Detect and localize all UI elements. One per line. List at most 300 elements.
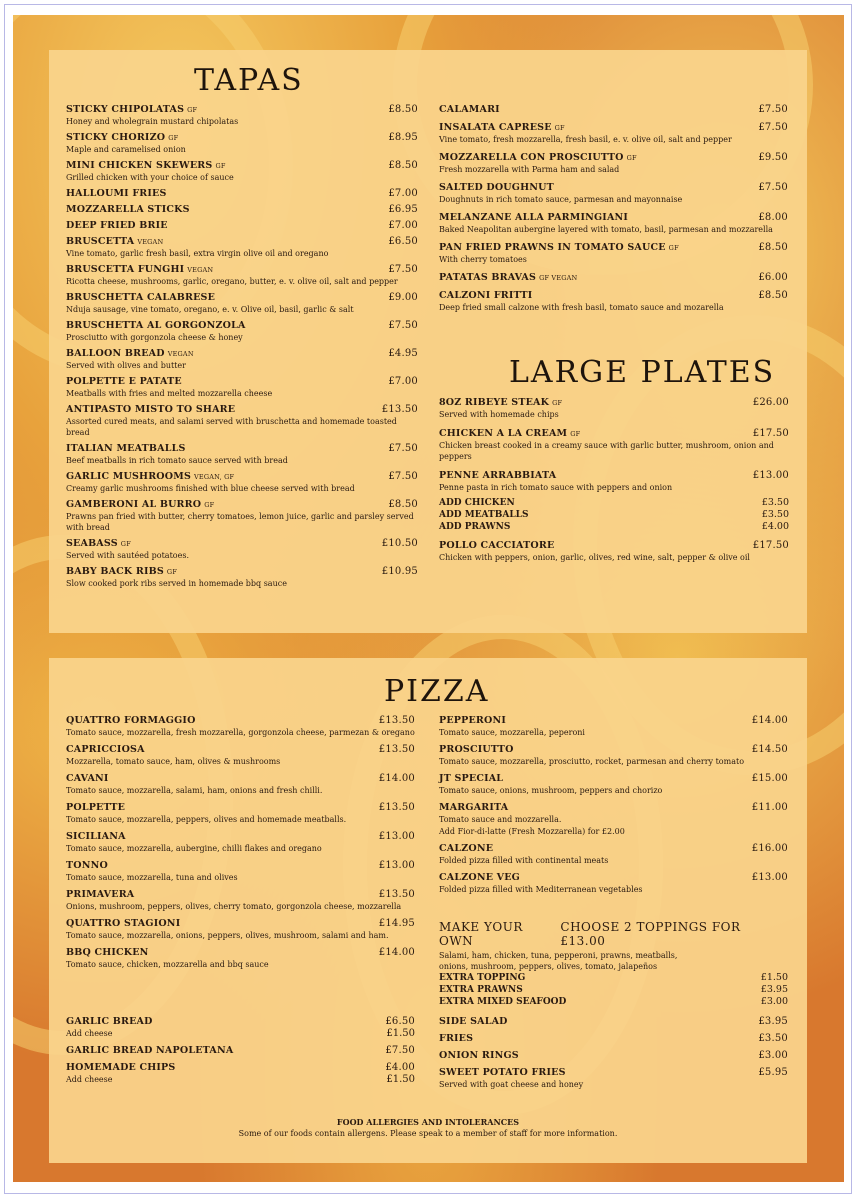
- menu-item-description: Tomato sauce, mozzarella, onions, peppers, olives, mushroom, salami and ham.: [66, 931, 389, 940]
- menu-item-name: MOZZARELLA STICKS: [66, 204, 190, 215]
- menu-item-name: BALLOON BREAD: [66, 348, 165, 359]
- menu-item-description: Prosciutto with gorgonzola cheese & honey: [66, 333, 243, 342]
- addon-row-price: £3.50: [761, 509, 789, 520]
- menu-item-row: [66, 860, 415, 871]
- addon-row-name: ADD PRAWNS: [439, 522, 511, 532]
- menu-item-description: Tomato sauce, mozzarella, salami, ham, onions and fresh chilli.: [66, 786, 323, 795]
- menu-item-description: Tomato sauce, onions, mushroom, peppers and chorizo: [439, 786, 663, 795]
- menu-item: [66, 860, 415, 883]
- menu-item: [439, 773, 788, 796]
- menu-item-description: Ricotta cheese, mushrooms, garlic, oregano, butter, e. v. olive oil, salt and pepper: [66, 277, 398, 286]
- menu-item-description: Tomato sauce and mozzarella.: [439, 815, 562, 824]
- menu-item-description: Doughnuts in rich tomato sauce, parmesan and mayonnaise: [439, 195, 683, 204]
- menu-item-row: [66, 204, 418, 215]
- menu-item-name-wrap: [439, 802, 508, 813]
- menu-item-price: £8.50: [388, 499, 418, 510]
- menu-item-name: SWEET POTATO FRIES: [439, 1067, 566, 1078]
- menu-item: [66, 538, 418, 561]
- menu-item-description: Tomato sauce, mozzarella, prosciutto, rocket, parmesan and cherry tomato: [439, 757, 745, 766]
- menu-item-description: Tomato sauce, mozzarella, fresh mozzarella, gorgonzola cheese, parmezan & oregano: [66, 728, 415, 737]
- menu-item-name-wrap: [66, 236, 163, 247]
- menu-item-name: SIDE SALAD: [439, 1016, 508, 1027]
- menu-item-name: MINI CHICKEN SKEWERS: [66, 160, 213, 171]
- extra-row-price: £1.50: [760, 972, 788, 983]
- menu-item-row: [439, 1050, 788, 1061]
- menu-item-price: £5.95: [758, 1067, 788, 1078]
- menu-item-description: Chicken breast cooked in a creamy sauce with garlic butter, mushroom, onion and peppers: [439, 441, 774, 461]
- menu-item-price: £9.00: [388, 292, 418, 303]
- menu-item-description: Beef meatballs in rich tomato sauce served with bread: [66, 456, 288, 465]
- menu-item-price: £6.50: [388, 236, 418, 247]
- make-your-own-block: [439, 920, 788, 1008]
- menu-item-row: [439, 272, 788, 283]
- menu-item-row: [439, 397, 789, 408]
- menu-item-row: [66, 471, 418, 482]
- side-addon-name: Add cheese: [66, 1029, 113, 1038]
- menu-item-row: [66, 264, 418, 275]
- menu-item-name-wrap: [66, 831, 126, 842]
- menu-item-description: Chicken with peppers, onion, garlic, olives, red wine, salt, pepper & olive oil: [439, 553, 750, 562]
- menu-item-description: Creamy garlic mushrooms finished with blue cheese served with bread: [66, 484, 355, 493]
- menu-item: [66, 236, 418, 259]
- addon-row-price: £4.00: [761, 521, 789, 532]
- menu-item-price: £13.50: [378, 889, 415, 900]
- menu-item-price: £13.00: [378, 831, 415, 842]
- menu-item-row: [66, 220, 418, 231]
- menu-item-price: £16.00: [751, 843, 788, 854]
- extra-row-price: £3.00: [760, 996, 788, 1007]
- menu-item-price: £13.50: [378, 802, 415, 813]
- menu-item-row: [66, 104, 418, 115]
- menu-item-price: £14.50: [751, 744, 788, 755]
- menu-item-name-wrap: [439, 843, 493, 854]
- menu-item-description: Served with homemade chips: [439, 410, 559, 419]
- addon-row-name: ADD MEATBALLS: [439, 510, 529, 520]
- menu-item-row: [439, 802, 788, 813]
- addon-row-name: ADD CHICKEN: [439, 498, 515, 508]
- menu-item-name: BRUSCETTA: [66, 236, 135, 247]
- menu-item-name: PRIMAVERA: [66, 889, 135, 900]
- menu-item-price: £13.00: [378, 860, 415, 871]
- sides-left-column: [66, 1016, 415, 1091]
- menu-item-name-wrap: [66, 104, 197, 115]
- menu-item-price: £7.50: [388, 471, 418, 482]
- menu-item: [439, 744, 788, 767]
- menu-item: [66, 889, 415, 912]
- menu-item-description: Fresh mozzarella with Parma ham and salad: [439, 165, 620, 174]
- menu-item-price: £7.00: [388, 220, 418, 231]
- menu-item-row: [66, 538, 418, 549]
- dietary-tag: VEGAN: [167, 350, 194, 358]
- large-plates-addons: [439, 497, 789, 533]
- menu-item-price: £13.50: [381, 404, 418, 415]
- menu-item-name: SEABASS: [66, 538, 118, 549]
- large-plates-title: LARGE PLATES: [509, 355, 776, 390]
- menu-item-name-wrap: [439, 122, 565, 133]
- make-your-own-toppings: [439, 950, 788, 972]
- menu-item: [66, 947, 415, 970]
- menu-item: [439, 1050, 788, 1061]
- menu-item-price: £15.00: [751, 773, 788, 784]
- menu-item-name: QUATTRO STAGIONI: [66, 918, 181, 929]
- dietary-tag: VEGAN, GF: [194, 473, 235, 481]
- menu-item-name-wrap: [66, 188, 167, 199]
- menu-item-name-wrap: [439, 744, 514, 755]
- menu-item: [66, 376, 418, 399]
- menu-item-name-wrap: [66, 744, 145, 755]
- side-addon: [66, 1028, 415, 1039]
- menu-item-description: Honey and wholegrain mustard chipolatas: [66, 117, 239, 126]
- menu-item-name-wrap: [66, 443, 186, 454]
- addon-row: [439, 521, 789, 533]
- menu-item-price: £3.00: [758, 1050, 788, 1061]
- menu-item: [439, 212, 788, 235]
- menu-item-description: Nduja sausage, vine tomato, oregano, e. v. Olive oil, basil, garlic & salt: [66, 305, 354, 314]
- menu-item-name: 8OZ RIBEYE STEAK: [439, 397, 550, 408]
- menu-item-name: GARLIC MUSHROOMS: [66, 471, 192, 482]
- menu-item: [66, 499, 418, 533]
- menu-item-row: [439, 1016, 788, 1027]
- menu-item-price: £7.50: [388, 264, 418, 275]
- menu-item-row: [439, 872, 788, 883]
- menu-item-name-wrap: [439, 872, 520, 883]
- menu-item-name-wrap: [66, 404, 235, 415]
- menu-item-row: [439, 1067, 788, 1078]
- menu-item-description: Mozzarella, tomato sauce, ham, olives & mushrooms: [66, 757, 281, 766]
- menu-item-name-wrap: [439, 1067, 566, 1078]
- menu-item-row: [439, 212, 788, 223]
- menu-item: [66, 292, 418, 315]
- menu-item-name: SALTED DOUGHNUT: [439, 182, 554, 193]
- menu-item-price: £7.50: [388, 443, 418, 454]
- menu-item-description: With cherry tomatoes: [439, 255, 527, 264]
- menu-item-name-wrap: [66, 773, 109, 784]
- sides-right-column: [439, 1016, 788, 1096]
- menu-item-description: Tomato sauce, chicken, mozzarella and bbq sauce: [66, 960, 269, 969]
- menu-item-price: £7.00: [388, 188, 418, 199]
- menu-item-name: SICILIANA: [66, 831, 126, 842]
- menu-item-description: Vine tomato, fresh mozzarella, fresh basil, e. v. olive oil, salt and pepper: [439, 135, 732, 144]
- menu-item-name: MARGARITA: [439, 802, 509, 813]
- menu-item-price: £17.50: [752, 540, 789, 551]
- menu-item-name-wrap: [66, 320, 246, 331]
- menu-item-name-wrap: [439, 152, 637, 163]
- menu-item: [439, 272, 788, 283]
- menu-item-name: PEPPERONI: [439, 715, 507, 726]
- menu-item-name: POLPETTE E PATATE: [66, 376, 182, 387]
- menu-item-row: [439, 428, 789, 439]
- menu-item-name: BRUSCHETTA CALABRESE: [66, 292, 216, 303]
- menu-item-description: Served with sautéed potatoes.: [66, 551, 189, 560]
- menu-item-name: STICKY CHORIZO: [66, 132, 166, 143]
- toppings-line-2: onions, mushroom, peppers, olives, tomato, jalapeños: [439, 962, 658, 971]
- menu-item-name: CALAMARI: [439, 104, 500, 115]
- menu-item-row: [66, 889, 415, 900]
- menu-item-description: Folded pizza filled with continental meats: [439, 856, 609, 865]
- menu-item-name: INSALATA CAPRESE: [439, 122, 552, 133]
- menu-item-name-wrap: [66, 264, 213, 275]
- pizza-title: PIZZA: [384, 674, 490, 709]
- menu-item-note: Add Fior-di-latte (Fresh Mozzarella) for £2.00: [439, 827, 625, 836]
- menu-item: [66, 160, 418, 183]
- menu-item-price: £8.50: [758, 242, 788, 253]
- menu-item: [66, 348, 418, 371]
- menu-item-row: [439, 122, 788, 133]
- menu-item: [439, 1016, 788, 1027]
- menu-item-name-wrap: [66, 499, 214, 510]
- side-item-price: £4.00: [385, 1062, 415, 1073]
- menu-item-name: POLPETTE: [66, 802, 126, 813]
- menu-item: [66, 264, 418, 287]
- menu-item-row: [66, 947, 415, 958]
- menu-item-row: [439, 715, 788, 726]
- dietary-tag: VEGAN: [187, 266, 214, 274]
- menu-item: [439, 843, 788, 866]
- menu-item: [66, 443, 418, 466]
- menu-item-row: [66, 132, 418, 143]
- menu-item-name: MOZZARELLA CON PROSCIUTTO: [439, 152, 624, 163]
- menu-item-name-wrap: [439, 470, 556, 481]
- menu-item-price: £14.00: [378, 773, 415, 784]
- menu-item-description: Vine tomato, garlic fresh basil, extra virgin olive oil and oregano: [66, 249, 329, 258]
- menu-item-name-wrap: [66, 566, 177, 577]
- menu-item-description: Baked Neapolitan aubergine layered with tomato, basil, parmesan and mozzarella: [439, 225, 773, 234]
- menu-item: [66, 204, 418, 215]
- menu-item-row: [439, 843, 788, 854]
- side-item: [66, 1045, 415, 1056]
- menu-item: [66, 566, 418, 589]
- menu-item-name-wrap: [439, 428, 580, 439]
- menu-item-price: £8.50: [758, 290, 788, 301]
- menu-item-name: GAMBERONI AL BURRO: [66, 499, 202, 510]
- menu-item-name: DEEP FRIED BRIE: [66, 220, 168, 231]
- menu-item-name-wrap: [439, 104, 500, 115]
- menu-item-name-wrap: [66, 860, 108, 871]
- menu-item-row: [66, 160, 418, 171]
- menu-item: [66, 831, 415, 854]
- menu-item-row: [66, 802, 415, 813]
- menu-item-row: [66, 831, 415, 842]
- large-plates-list: [439, 397, 789, 501]
- menu-item-description: Maple and caramelised onion: [66, 145, 186, 154]
- menu-item-price: £7.50: [758, 182, 788, 193]
- menu-item-price: £14.00: [751, 715, 788, 726]
- extra-row: [439, 996, 788, 1008]
- menu-item-name: ONION RINGS: [439, 1050, 519, 1061]
- menu-item-name-wrap: [66, 538, 131, 549]
- menu-item-name: CALZONE: [439, 843, 494, 854]
- menu-item-row: [66, 715, 415, 726]
- pizza-right-column: [439, 715, 788, 901]
- addon-row: [439, 509, 789, 521]
- menu-item-name: BABY BACK RIBS: [66, 566, 164, 577]
- menu-item-name-wrap: [66, 715, 196, 726]
- menu-item-row: [439, 540, 789, 551]
- menu-item-price: £8.50: [388, 160, 418, 171]
- menu-item-description: Tomato sauce, mozzarella, peppers, olives and homemade meatballs.: [66, 815, 347, 824]
- menu-item-price: £14.00: [378, 947, 415, 958]
- menu-item: [439, 290, 788, 313]
- dietary-tag: GF: [570, 430, 581, 438]
- menu-item-name-wrap: [66, 132, 178, 143]
- menu-item-row: [66, 566, 418, 577]
- menu-item-description: Onions, mushroom, peppers, olives, cherry tomato, gorgonzola cheese, mozzarella: [66, 902, 402, 911]
- menu-item: [66, 802, 415, 825]
- menu-item: [439, 540, 789, 563]
- menu-item-name-wrap: [439, 1033, 473, 1044]
- menu-item-name: CAVANI: [66, 773, 109, 784]
- menu-item-row: [66, 320, 418, 331]
- menu-item-price: £13.00: [751, 872, 788, 883]
- extra-row: [439, 984, 788, 996]
- menu-item-price: £8.50: [388, 104, 418, 115]
- menu-item-price: £4.95: [388, 348, 418, 359]
- menu-item-name: JT SPECIAL: [439, 773, 504, 784]
- menu-item: [439, 122, 788, 145]
- dietary-tag: GF VEGAN: [539, 274, 578, 282]
- menu-item-description: Assorted cured meats, and salami served with bruschetta and homemade toasted bread: [66, 417, 397, 437]
- menu-item-price: £9.50: [758, 152, 788, 163]
- menu-item: [66, 320, 418, 343]
- menu-item-price: £13.50: [378, 715, 415, 726]
- side-addon-name: Add cheese: [66, 1075, 113, 1084]
- allergy-title: FOOD ALLERGIES AND INTOLERANCES: [336, 1117, 520, 1127]
- dietary-tag: VEGAN: [137, 238, 164, 246]
- menu-item: [66, 404, 418, 438]
- side-item-name: HOMEMADE CHIPS: [66, 1062, 176, 1073]
- menu-item-row: [66, 443, 418, 454]
- menu-item-name: HALLOUMI FRIES: [66, 188, 167, 199]
- side-item-row: [66, 1062, 415, 1073]
- dietary-tag: GF: [626, 154, 637, 162]
- menu-item: [439, 397, 789, 420]
- menu-item-name-wrap: [66, 947, 149, 958]
- menu-item-name-wrap: [439, 182, 554, 193]
- side-item-row: [66, 1045, 415, 1056]
- menu-item-name: ITALIAN MEATBALLS: [66, 443, 186, 454]
- menu-item: [66, 132, 418, 155]
- dietary-tag: GF: [168, 134, 179, 142]
- menu-item-row: [66, 918, 415, 929]
- menu-item-price: £7.50: [758, 122, 788, 133]
- menu-item-name: POLLO CACCIATORE: [439, 540, 555, 551]
- menu-item-name: CAPRICCIOSA: [66, 744, 145, 755]
- dietary-tag: GF: [166, 568, 178, 576]
- menu-item-name-wrap: [439, 1016, 508, 1027]
- menu-item-price: £6.95: [388, 204, 418, 215]
- menu-item-row: [66, 236, 418, 247]
- menu-item-row: [439, 152, 788, 163]
- side-item: [66, 1062, 415, 1085]
- allergy-notice: [49, 1117, 807, 1138]
- menu-item-name: ANTIPASTO MISTO TO SHARE: [66, 404, 236, 415]
- menu-item-price: £3.95: [758, 1016, 788, 1027]
- menu-item-name: BBQ CHICKEN: [66, 947, 149, 958]
- menu-item-name: TONNO: [66, 860, 108, 871]
- menu-item-name: CALZONI FRITTI: [439, 290, 533, 301]
- menu-item-price: £14.95: [378, 918, 415, 929]
- menu-item-row: [439, 290, 788, 301]
- menu-item-name-wrap: [66, 348, 194, 359]
- menu-item-row: [439, 182, 788, 193]
- menu-item-name: PAN FRIED PRAWNS IN TOMATO SAUCE: [439, 242, 666, 253]
- side-addon-price: £1.50: [386, 1028, 415, 1039]
- menu-item-name-wrap: [66, 802, 125, 813]
- make-your-own-label: MAKE YOUR OWN: [439, 920, 523, 948]
- menu-item-row: [439, 1033, 788, 1044]
- menu-item-name: CHICKEN A LA CREAM: [439, 428, 568, 439]
- menu-item-name: BRUSCETTA FUNGHI: [66, 264, 185, 275]
- side-item-price: £7.50: [385, 1045, 415, 1056]
- menu-item-price: £26.00: [752, 397, 789, 408]
- extra-row-price: £3.95: [760, 984, 788, 995]
- menu-item-name-wrap: [439, 773, 503, 784]
- menu-item-price: £8.00: [758, 212, 788, 223]
- menu-item-name: MELANZANE ALLA PARMINGIANI: [439, 212, 629, 223]
- extra-row-name: EXTRA PRAWNS: [439, 985, 523, 995]
- menu-item-name-wrap: [66, 220, 168, 231]
- pizza-left-column: [66, 715, 415, 976]
- menu-item-description: Meatballs with fries and melted mozzarella cheese: [66, 389, 273, 398]
- extra-row: [439, 972, 788, 984]
- menu-item-row: [439, 242, 788, 253]
- menu-item-name-wrap: [66, 376, 182, 387]
- menu-item-name: QUATTRO FORMAGGIO: [66, 715, 196, 726]
- menu-item-price: £13.00: [752, 470, 789, 481]
- tapas-title: TAPAS: [194, 63, 304, 98]
- menu-item: [66, 773, 415, 796]
- menu-item: [439, 470, 789, 493]
- dietary-tag: GF: [215, 162, 226, 170]
- dietary-tag: GF: [120, 540, 131, 548]
- menu-item-description: Served with goat cheese and honey: [439, 1080, 584, 1089]
- menu-item-description: Slow cooked pork ribs served in homemade bbq sauce: [66, 579, 287, 588]
- make-your-own-extras: [439, 972, 788, 1008]
- menu-item-row: [66, 499, 418, 510]
- menu-item-description: Grilled chicken with your choice of sauce: [66, 173, 234, 182]
- menu-item-description: Tomato sauce, mozzarella, peperoni: [439, 728, 585, 737]
- menu-item-name-wrap: [66, 471, 234, 482]
- side-item-price: £6.50: [385, 1016, 415, 1027]
- toppings-line-1: Salami, ham, chicken, tuna, pepperoni, prawns, meatballs,: [439, 951, 678, 960]
- menu-item-name-wrap: [66, 292, 215, 303]
- menu-item-row: [66, 773, 415, 784]
- menu-item: [66, 220, 418, 231]
- menu-item: [66, 471, 418, 494]
- dietary-tag: GF: [668, 244, 679, 252]
- menu-item-name-wrap: [439, 212, 628, 223]
- side-addon-price: £1.50: [386, 1074, 415, 1085]
- menu-item-name-wrap: [439, 1050, 519, 1061]
- menu-item: [439, 1067, 788, 1090]
- addon-row-price: £3.50: [761, 497, 789, 508]
- menu-item-price: £6.00: [758, 272, 788, 283]
- menu-item: [66, 188, 418, 199]
- menu-item-name-wrap: [439, 272, 577, 283]
- menu-item-price: £3.50: [758, 1033, 788, 1044]
- side-item-name: GARLIC BREAD: [66, 1016, 153, 1027]
- extra-row-name: EXTRA TOPPING: [439, 973, 526, 983]
- menu-item-name: PENNE ARRABBIATA: [439, 470, 557, 481]
- menu-item-price: £13.50: [378, 744, 415, 755]
- dietary-tag: GF: [552, 399, 563, 407]
- dietary-tag: GF: [204, 501, 215, 509]
- menu-item-price: £7.00: [388, 376, 418, 387]
- menu-item: [439, 428, 789, 462]
- dietary-tag: GF: [187, 106, 198, 114]
- menu-item-row: [66, 348, 418, 359]
- menu-item-description: Deep fried small calzone with fresh basil, tomato sauce and mozarella: [439, 303, 724, 312]
